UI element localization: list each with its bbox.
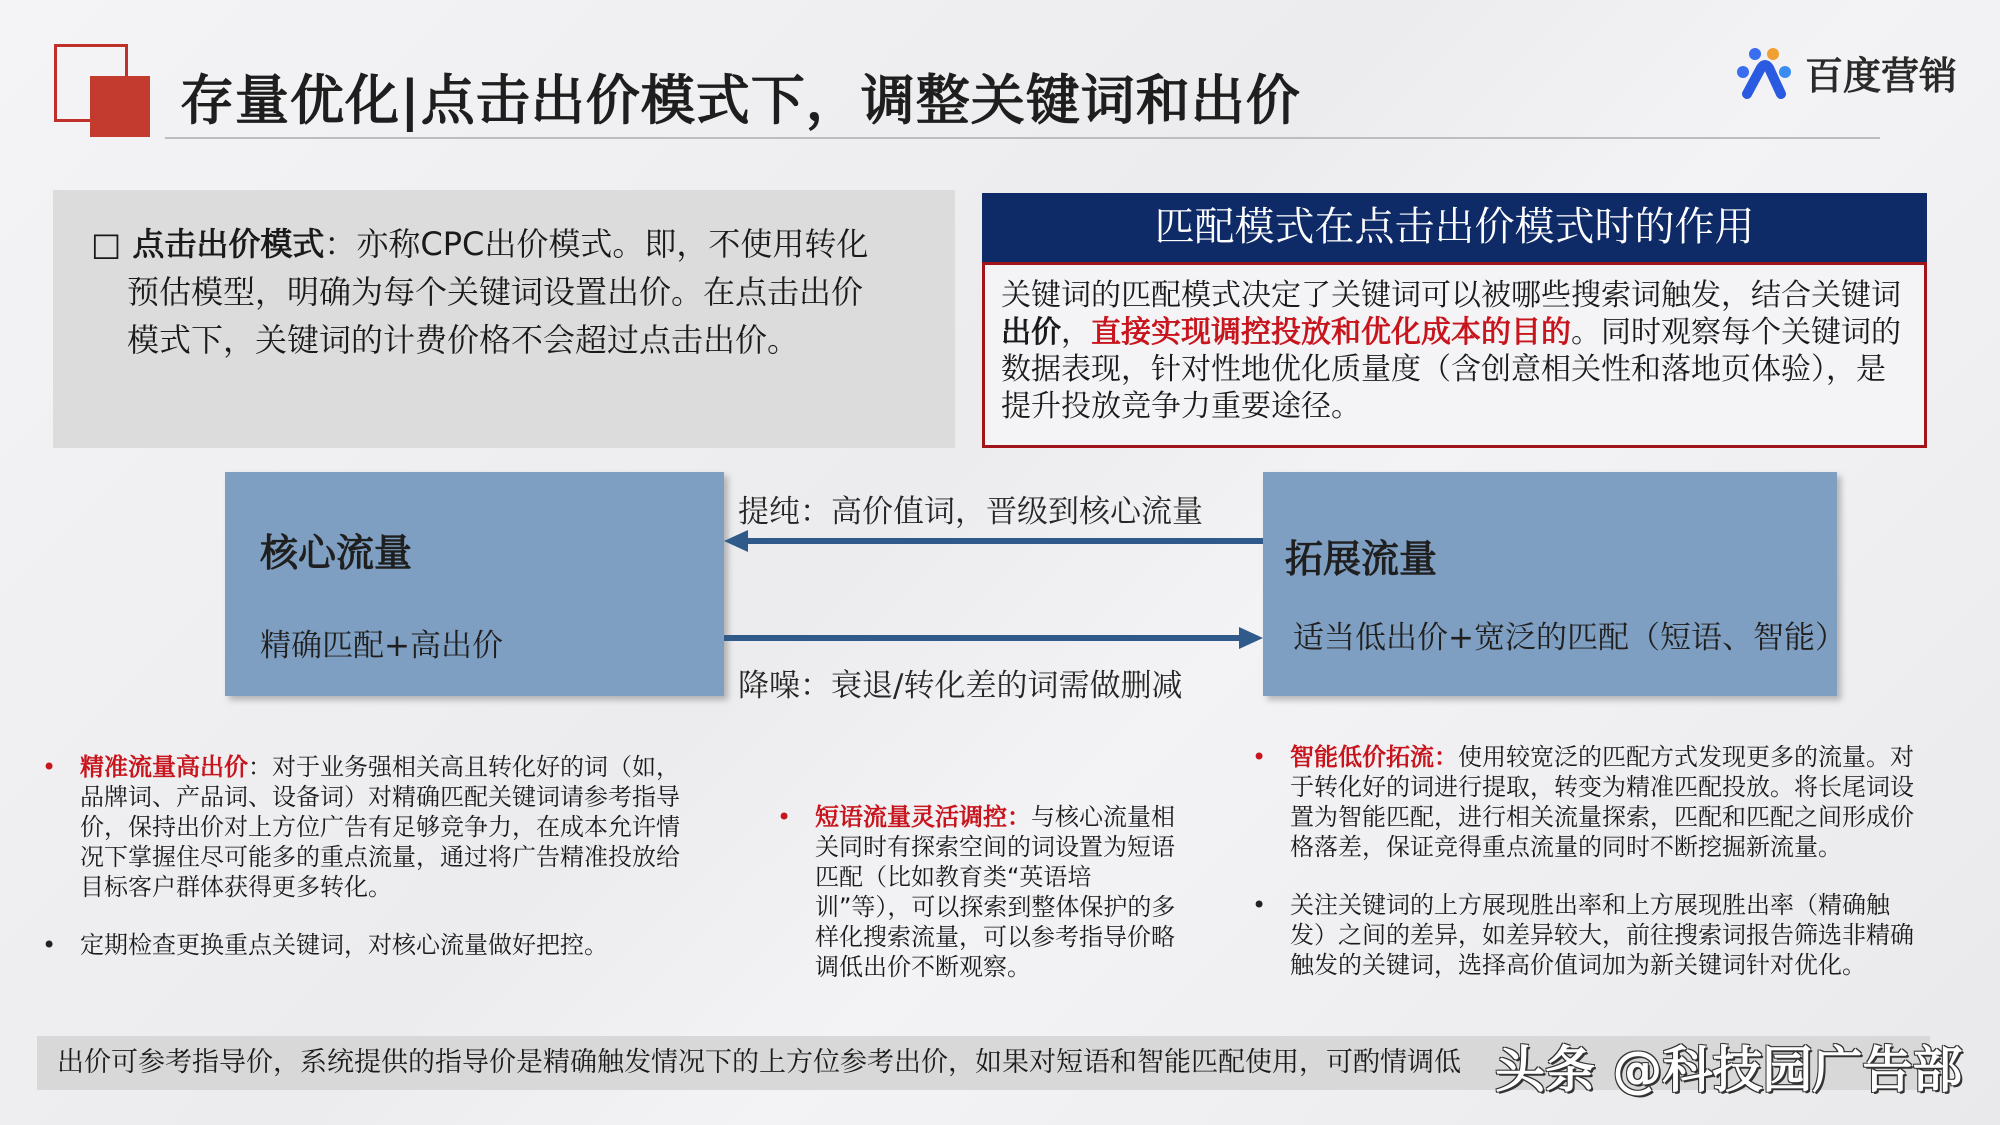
expand-subtitle: 适当低出价+宽泛的匹配（短语、智能） <box>1293 620 1846 656</box>
match-bold: 出价 <box>1001 315 1061 350</box>
middle-bullets <box>775 802 1185 982</box>
bullet-text: 使用较宽泛的匹配方式发现更多的流量。对于转化好的词进行提取，转变为精准匹配投放。将长尾词设置为智能匹配，进行相关流量探索，匹配和匹配之间形成价格落差，保证竞得重点流量的同时不断挖掘新流量。 <box>1290 743 1914 861</box>
match-text-3: 。同时观察每个关键词的数据表现，针对性地优化质量度（含创意相关性和落地页体验），是提升投放竞争力重要途径。 <box>1001 315 1901 424</box>
arrow-right-icon <box>724 627 1263 649</box>
match-text-2: ， <box>1061 315 1091 350</box>
match-highlight: 直接实现调控投放和优化成本的目的 <box>1091 315 1571 350</box>
cpc-text-2: 预估模型，明确为每个关键词设置出价。在点击出价 <box>127 273 864 311</box>
right-bullets <box>1250 742 1922 980</box>
bullet-title: 精准流量高出价 <box>80 753 248 781</box>
flow-arrows <box>724 520 1264 660</box>
list-item <box>1250 890 1922 980</box>
arrow-left-icon <box>724 530 1263 552</box>
core-traffic-box <box>225 472 724 696</box>
core-title: 核心流量 <box>260 531 413 575</box>
page-title: 存量优化|点击出价模式下，调整关键词和出价 <box>180 69 1301 132</box>
cpc-label: 点击出价模式 <box>132 225 325 263</box>
match-mode-body <box>982 262 1927 448</box>
cpc-text-3: 模式下，关键词的计费价格不会超过点击出价。 <box>127 321 800 359</box>
bullet-text: 定期检查更换重点关键词，对核心流量做好把控。 <box>80 931 608 959</box>
watermark: 头条 @科技园广告部 <box>1495 1041 1963 1099</box>
cpc-text-1: ：亦称CPC出价模式。即，不使用转化 <box>324 225 869 263</box>
bullet-title: 智能低价拓流： <box>1290 743 1458 771</box>
cpc-definition-box <box>53 190 955 448</box>
bullet-text: 关注关键词的上方展现胜出率和上方展现胜出率（精确触发）之间的差异，如差异较大，前往搜索词报告筛选非精确触发的关键词，选择高价值词加为新关键词针对优化。 <box>1290 891 1914 979</box>
footer-note: 出价可参考指导价，系统提供的指导价是精确触发情况下的上方位参考出价，如果对短语和智能匹配使用，可酌情调低 <box>37 1036 1930 1090</box>
denoise-label: 降噪：衰退/转化差的词需做删减 <box>738 668 1183 704</box>
list-item <box>40 752 690 902</box>
bullet-text: 与核心流量相关同时有探索空间的词设置为短语匹配（比如教育类“英语培训”等），可以探索到整体保护的多样化搜索流量，可以参考指导价略调低出价不断观察。 <box>815 803 1176 981</box>
expand-traffic-box <box>1263 472 1846 696</box>
list-item <box>40 930 690 960</box>
list-item <box>1250 742 1922 862</box>
expand-title: 拓展流量 <box>1285 537 1438 581</box>
match-mode-title: 匹配模式在点击出价模式时的作用 <box>982 193 1927 262</box>
left-bullets <box>40 752 690 960</box>
list-item <box>775 802 1185 982</box>
checkbox-square-icon: □ <box>91 225 133 263</box>
match-text-1: 关键词的匹配模式决定了关键词可以被哪些搜索词触发，结合关键词 <box>1001 278 1901 313</box>
brand-name: 百度营销 <box>1805 53 1958 98</box>
brand-logo <box>1733 44 1957 100</box>
bullet-text: ：对于业务强相关高且转化好的词（如，品牌词、产品词、设备词）对精确匹配关键词请参考指导价，保持出价对上方位广告有足够竞争力，在成本允许情况下掌握住尽可能多的重点流量，通过将广告精准投放给目标客户群体获得更多转化。 <box>80 753 680 901</box>
title-decoration-fill <box>90 76 150 137</box>
baidu-paw-icon <box>1733 44 1797 100</box>
core-subtitle: 精确匹配+高出价 <box>260 628 503 664</box>
bullet-title: 短语流量灵活调控： <box>815 803 1031 831</box>
promote-label: 提纯：高价值词，晋级到核心流量 <box>738 494 1203 530</box>
title-divider <box>165 137 1880 139</box>
